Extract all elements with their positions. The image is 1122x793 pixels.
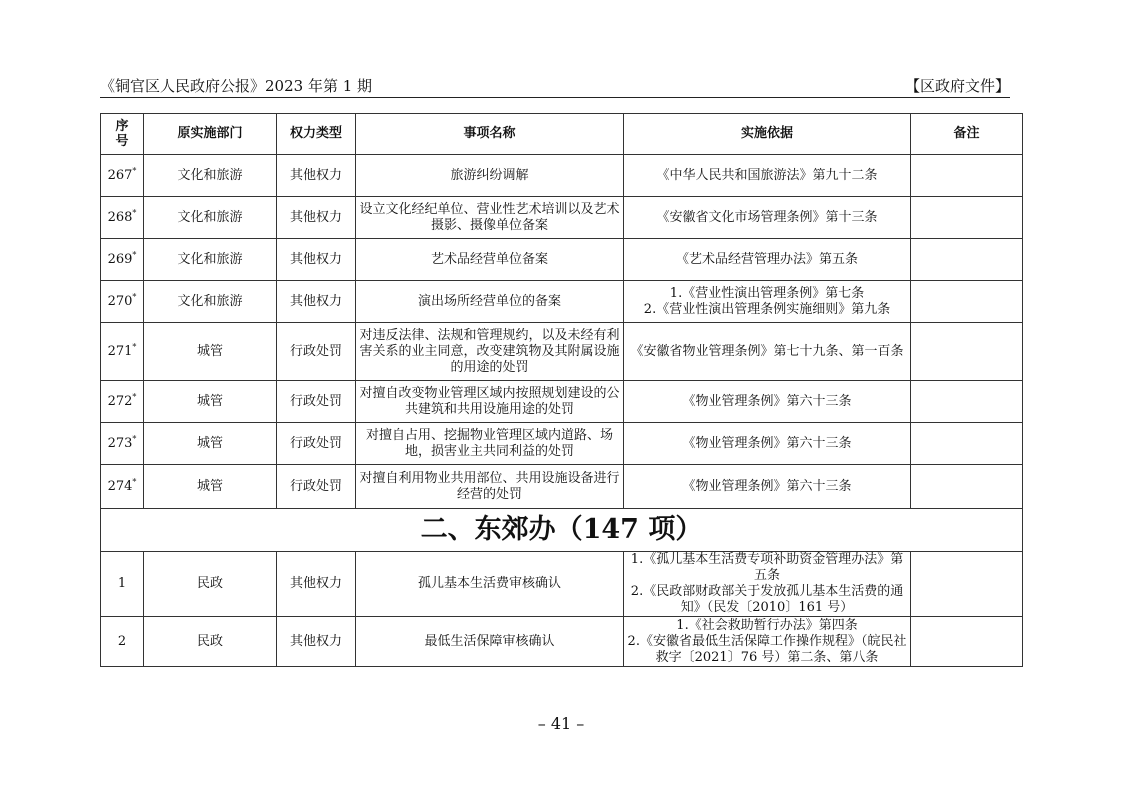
row-basis: 《物业管理条例》第六十三条 xyxy=(624,423,911,465)
row-index: 2 xyxy=(101,617,144,667)
table-row xyxy=(101,281,1023,323)
row-index: 1 xyxy=(101,552,144,617)
header-divider xyxy=(100,97,1010,98)
row-item-name: 对擅自占用、挖掘物业管理区域内道路、场地，损害业主共同利益的处罚 xyxy=(356,423,624,465)
row-note xyxy=(911,323,1023,381)
table-row xyxy=(101,197,1023,239)
row-basis: 《安徽省文化市场管理条例》第十三条 xyxy=(624,197,911,239)
row-basis: 1.《社会救助暂行办法》第四条 2.《安徽省最低生活保障工作操作规程》（皖民社救字〔2021〕76 号）第二条、第八条 xyxy=(624,617,911,667)
row-index: 272* xyxy=(101,381,144,423)
row-department: 城管 xyxy=(144,423,277,465)
row-department: 民政 xyxy=(144,617,277,667)
row-item-name: 对擅自利用物业共用部位、共用设施设备进行经营的处罚 xyxy=(356,465,624,509)
row-index: 267* xyxy=(101,155,144,197)
journal-title: 《铜官区人民政府公报》2023 年第 1 期 xyxy=(100,77,373,95)
row-note xyxy=(911,423,1023,465)
row-power-type: 行政处罚 xyxy=(277,381,356,423)
table-row xyxy=(101,465,1023,509)
row-note xyxy=(911,465,1023,509)
row-department: 民政 xyxy=(144,552,277,617)
row-index: 274* xyxy=(101,465,144,509)
row-power-type: 行政处罚 xyxy=(277,465,356,509)
row-basis: 《物业管理条例》第六十三条 xyxy=(624,381,911,423)
row-power-type: 行政处罚 xyxy=(277,323,356,381)
table-row xyxy=(101,155,1023,197)
row-note xyxy=(911,617,1023,667)
row-note xyxy=(911,552,1023,617)
section-label: 【区政府文件】 xyxy=(904,77,1010,95)
row-basis: 《艺术品经营管理办法》第五条 xyxy=(624,239,911,281)
page-header xyxy=(100,76,1010,96)
row-index: 270* xyxy=(101,281,144,323)
row-power-type: 行政处罚 xyxy=(277,423,356,465)
row-power-type: 其他权力 xyxy=(277,155,356,197)
power-list-table xyxy=(100,113,1023,667)
row-note xyxy=(911,281,1023,323)
row-department: 城管 xyxy=(144,323,277,381)
column-header-power-type: 权力类型 xyxy=(277,114,356,155)
table-header-row xyxy=(101,114,1023,155)
row-department: 城管 xyxy=(144,465,277,509)
row-index: 273* xyxy=(101,423,144,465)
row-item-name: 旅游纠纷调解 xyxy=(356,155,624,197)
row-power-type: 其他权力 xyxy=(277,552,356,617)
row-power-type: 其他权力 xyxy=(277,239,356,281)
row-department: 文化和旅游 xyxy=(144,239,277,281)
column-header-index: 序号 xyxy=(101,114,144,155)
table-row xyxy=(101,617,1023,667)
row-item-name: 艺术品经营单位备案 xyxy=(356,239,624,281)
row-department: 城管 xyxy=(144,381,277,423)
row-item-name: 最低生活保障审核确认 xyxy=(356,617,624,667)
row-item-name: 演出场所经营单位的备案 xyxy=(356,281,624,323)
column-header-basis: 实施依据 xyxy=(624,114,911,155)
row-item-name: 孤儿基本生活费审核确认 xyxy=(356,552,624,617)
page-number: – 41 – xyxy=(537,714,585,733)
row-basis: 1.《孤儿基本生活费专项补助资金管理办法》第五条 2.《民政部财政部关于发放孤儿基本生活费的通知》（民发〔2010〕161 号） xyxy=(624,552,911,617)
row-item-name: 对违反法律、法规和管理规约，以及未经有利害关系的业主同意，改变建筑物及其附属设施的用途的处罚 xyxy=(356,323,624,381)
table-row xyxy=(101,552,1023,617)
row-note xyxy=(911,197,1023,239)
column-header-item-name: 事项名称 xyxy=(356,114,624,155)
table-row xyxy=(101,423,1023,465)
row-note xyxy=(911,239,1023,281)
row-item-name: 对擅自改变物业管理区域内按照规划建设的公共建筑和共用设施用途的处罚 xyxy=(356,381,624,423)
table-row xyxy=(101,323,1023,381)
row-department: 文化和旅游 xyxy=(144,155,277,197)
row-power-type: 其他权力 xyxy=(277,617,356,667)
row-basis: 《安徽省物业管理条例》第七十九条、第一百条 xyxy=(624,323,911,381)
row-basis: 《中华人民共和国旅游法》第九十二条 xyxy=(624,155,911,197)
section-heading-row xyxy=(101,509,1023,552)
row-index: 269* xyxy=(101,239,144,281)
column-header-department: 原实施部门 xyxy=(144,114,277,155)
section-title: 二、东郊办（147 项） xyxy=(101,509,1023,552)
row-note xyxy=(911,381,1023,423)
table-row xyxy=(101,239,1023,281)
row-power-type: 其他权力 xyxy=(277,197,356,239)
row-power-type: 其他权力 xyxy=(277,281,356,323)
row-basis: 《物业管理条例》第六十三条 xyxy=(624,465,911,509)
row-note xyxy=(911,155,1023,197)
row-index: 271* xyxy=(101,323,144,381)
row-index: 268* xyxy=(101,197,144,239)
row-item-name: 设立文化经纪单位、营业性艺术培训以及艺术摄影、摄像单位备案 xyxy=(356,197,624,239)
column-header-note: 备注 xyxy=(911,114,1023,155)
row-department: 文化和旅游 xyxy=(144,197,277,239)
table-row xyxy=(101,381,1023,423)
row-department: 文化和旅游 xyxy=(144,281,277,323)
row-basis: 1.《营业性演出管理条例》第七条 2.《营业性演出管理条例实施细则》第九条 xyxy=(624,281,911,323)
